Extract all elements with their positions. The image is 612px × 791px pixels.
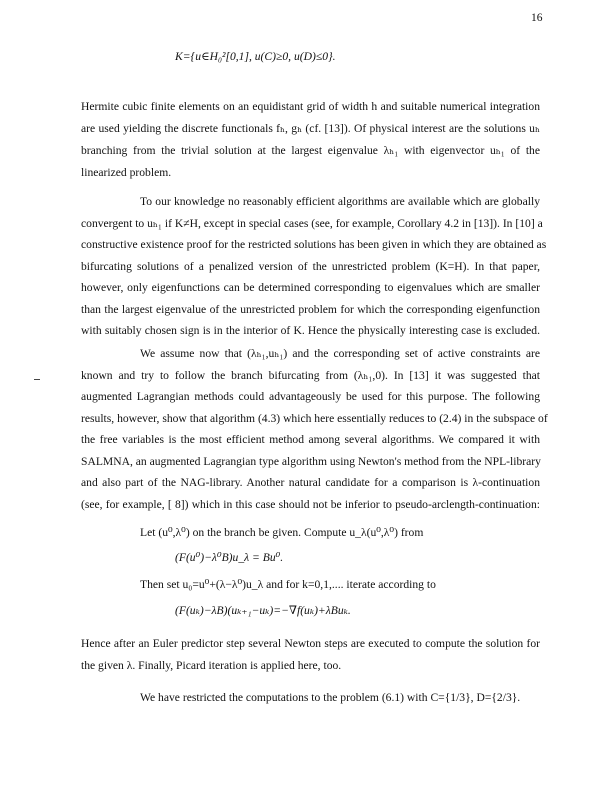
text-line: (see, for example, [ 8]) which in this case should not be inferior to pseudo-arclength-continuation: [81, 498, 540, 511]
let-line: Let (u⁰,λ⁰) on the branch be given. Compute u_λ(u⁰,λ⁰) from [140, 526, 424, 539]
text-line: To our knowledge no reasonably efficient algorithms are available which are globally [140, 195, 540, 208]
text-line: Hermite cubic finite elements on an equidistant grid of width h and suitable numerical integration [81, 100, 540, 113]
text-line: Hence after an Euler predictor step several Newton steps are executed to compute the solution for [81, 637, 540, 650]
text-line: with suitably chosen sign is in the interior of K. Hence the physically interesting case is excluded. [81, 324, 540, 337]
text-line: than the largest eigenvalue of the unrestricted problem for which the corresponding eigenfunction [81, 303, 540, 316]
equation-1: (F(u⁰)−λ⁰B)u_λ = Bu⁰. [175, 551, 284, 564]
equation-2: (F(uₖ)−λB)(uₖ₊₁−uₖ)=−∇f(uₖ)+λBuₖ. [175, 604, 351, 617]
page-number: 16 [531, 12, 543, 24]
text-line: the given λ. Finally, Picard iteration is applied here, too. [81, 659, 342, 672]
text-line: known and try to follow the branch bifurcating from (λₕ₁,0). In [13] it was suggested that [81, 369, 540, 382]
text-line: augmented Lagrangian methods could advantageously be used for this purpose. The following [81, 390, 540, 403]
text-line: results, however, show that algorithm (4.3) which here essentially reduces to (2.4) in the subspace of [81, 412, 548, 425]
text-line: constructive existence proof for the restricted solutions has been given in which they are obtained as [81, 238, 547, 251]
text-line: bifurcating solutions of a penalized version of the unrestricted problem (K=H). In that paper, [81, 260, 540, 273]
text-line: however, only eigenfunctions can be determined corresponding to eigenvalues which are smaller [81, 281, 540, 294]
text-line: We assume now that (λₕ₁,uₕ₁) and the corresponding set of active constraints are [140, 347, 540, 360]
then-line: Then set u₀=u⁰+(λ−λ⁰)u_λ and for k=0,1,.... iterate according to [140, 578, 436, 591]
text-line: linearized problem. [81, 166, 172, 179]
text-line: are used yielding the discrete functionals fₕ, gₕ (cf. [13]). Of physical interest are the solutions uₕ [81, 122, 540, 135]
equation-K: K={u∈H₀²[0,1], u(C)≥0, u(D)≤0}. [175, 50, 336, 63]
text-line: convergent to uₕ₁ if K≠H, except in special cases (see, for example, Corollary 4.2 in [13]). In [10] a [81, 217, 543, 230]
text-line: the free variables is the most efficient method among several algorithms. We compared it with [81, 433, 540, 446]
text-line: SALMNA, an augmented Lagrangian type algorithm using Newton's method from the NPL-library [81, 455, 541, 468]
text-line: and also part of the NAG-library. Another natural candidate for a comparison is λ-continuation [81, 476, 540, 489]
margin-mark [34, 379, 40, 380]
final-line: We have restricted the computations to the problem (6.1) with C={1/3}, D={2/3}. [140, 691, 521, 704]
text-line: branching from the trivial solution at the largest eigenvalue λₕ₁ with eigenvector uₕ₁ of the [81, 144, 540, 157]
